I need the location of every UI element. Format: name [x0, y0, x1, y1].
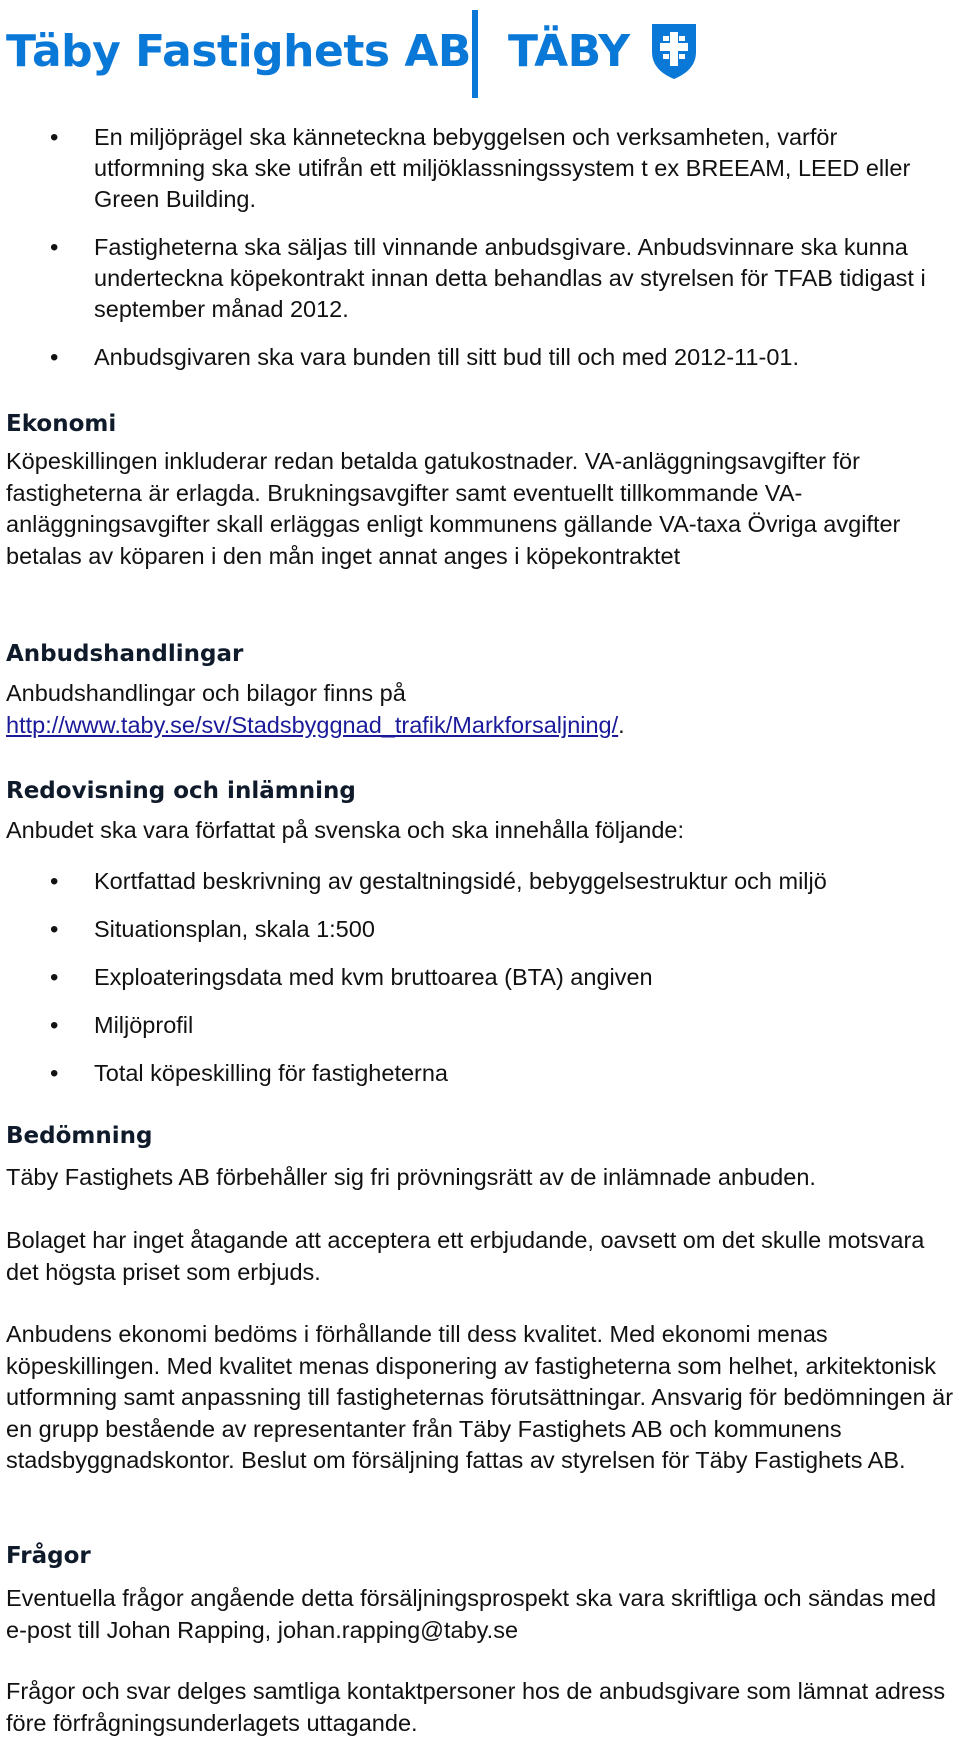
- link-suffix: .: [618, 711, 625, 738]
- bedomning-p2: Bolaget har inget åtagande att acceptera ett erbjudande, oavsett om det skulle motsvara det högsta priset som erbjuds.: [6, 1227, 925, 1285]
- heading-ekonomi: Ekonomi: [6, 411, 117, 437]
- fragor-p2: Frågor och svar delges samtliga kontaktpersoner hos de anbudsgivare som lämnat adress före förfrågningsunderlagets uttagande.: [6, 1678, 946, 1736]
- bedomning-p3: Anbudens ekonomi bedöms i förhållande till dess kvalitet. Med ekonomi menas köpeskillingen. Med kvalitet menas disponering av fastigheterna som helhet, arkitektonisk utformning samt anpassning till fastigheternas förutsättningar. Ansvarig för bedömningen är en grupp bestående av representanter från Täby Fastighets AB och kommunens stadsbyggnadskontor. Beslut om försäljning fattas av styrelsen för Täby Fastighets AB.: [6, 1321, 954, 1473]
- list-item: • Kortfattad beskrivning av gestaltningsidé, bebyggelsestruktur och miljö: [0, 866, 960, 897]
- list-item: • Miljöprofil: [0, 1010, 960, 1041]
- submission-contents-list: [0, 866, 960, 1089]
- anbudshandlingar-text: [6, 678, 956, 741]
- prospect-link[interactable]: http://www.taby.se/sv/Stadsbyggnad_trafik/Markforsaljning/: [6, 711, 619, 738]
- municipality-logo: TÄBY: [508, 26, 630, 77]
- heading-anbudshandlingar: Anbudshandlingar: [6, 641, 244, 667]
- redovisning-intro: Anbudet ska vara författat på svenska och ska innehålla följande:: [6, 817, 685, 843]
- list-item: • Exploateringsdata med kvm bruttoarea (BTA) angiven: [0, 962, 960, 993]
- shield-icon: [650, 22, 698, 80]
- requirements-list: [0, 122, 960, 373]
- ekonomi-text: Köpeskillingen inkluderar redan betalda gatukostnader. VA-anläggningsavgifter för fastigheterna är erlagda. Brukningsavgifter samt eventuellt tillkommande VA-anläggningsavgifter skall erläggas enligt kommunens gällande VA-taxa Övriga avgifter betalas av köparen i den mån inget annat anges i köpekontraktet: [6, 448, 901, 569]
- list-item: • Fastigheterna ska säljas till vinnande anbudsgivare. Anbudsvinnare ska kunna underteckna köpekontrakt innan detta behandlas av styrelsen för TFAB tidigast i september månad 2012.: [0, 232, 944, 325]
- heading-bedomning: Bedömning: [6, 1123, 153, 1149]
- list-item: • En miljöprägel ska känneteckna bebyggelsen och verksamheten, varför utformning ska ske utifrån ett miljöklassningssystem t ex BREEAM, LEED eller Green Building.: [0, 122, 944, 215]
- document-header: [0, 0, 960, 100]
- bedomning-p1: Täby Fastighets AB förbehåller sig fri prövningsrätt av de inlämnade anbuden.: [6, 1164, 816, 1190]
- heading-redovisning: Redovisning och inlämning: [6, 778, 356, 804]
- anbudshandlingar-sentence: Anbudshandlingar och bilagor finns på: [6, 680, 406, 706]
- heading-fragor: Frågor: [6, 1543, 91, 1569]
- list-item: • Total köpeskilling för fastigheterna: [0, 1058, 960, 1089]
- list-item: • Anbudsgivaren ska vara bunden till sitt bud till och med 2012-11-01.: [0, 342, 944, 373]
- fragor-p1: Eventuella frågor angående detta försäljningsprospekt ska vara skriftliga och sändas med e-post till Johan Rapping, johan.rapping@taby.se: [6, 1585, 937, 1643]
- list-item: • Situationsplan, skala 1:500: [0, 914, 960, 945]
- company-logo: Täby Fastighets AB: [6, 26, 471, 77]
- logo-divider: [472, 10, 478, 98]
